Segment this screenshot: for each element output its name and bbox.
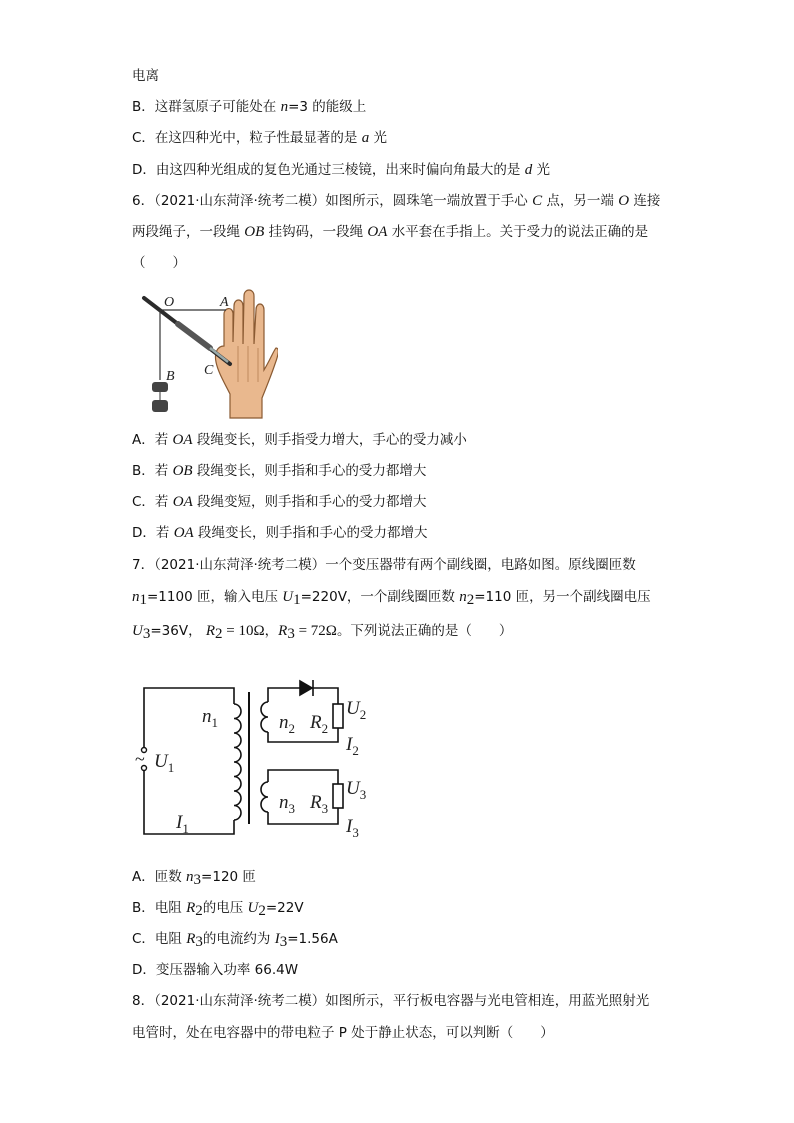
q6-option-d: D．若 OA 段绳变长，则手指和手心的受力都增大 [132, 525, 428, 541]
q6-stem-line1: 6．（2021·山东菏泽·统考二模）如图所示，圆珠笔一端放置于手心 C 点，另一端 O 连接 [132, 193, 661, 209]
primary-wire-top [144, 688, 234, 748]
label-i2: $I_2$ [346, 734, 359, 758]
q5-continuation: 电离 [132, 68, 159, 84]
q6-option-c: C．若 OA 段绳变短，则手指和手心的受力都增大 [132, 494, 427, 510]
fig-label-a: A [220, 295, 229, 310]
secondary2-wire-top [268, 770, 338, 784]
primary-wire-bottom [144, 768, 234, 834]
q8-stem-line1: 8．（2021·山东菏泽·统考二模）如图所示，平行板电容器与光电管相连，用蓝光照射光 [132, 993, 650, 1009]
ac-symbol: ~ [135, 749, 145, 769]
q7-stem-line3: $U_3=36V$， $R_2 = 10\Omega$，$R_3 = 72\Omega$。下列说法正确的是（ ） [132, 623, 513, 642]
q7-option-c: C．电阻 $R_3$的电流约为 $I_3=1.56A$ [132, 931, 338, 950]
q6-stem-line2: 两段绳子，一段绳 OB 挂钩码，一段绳 OA 水平套在手指上。关于受力的说法正确的是 [132, 224, 649, 240]
label-i3: $I_3$ [346, 816, 359, 840]
q5-option-b: B．这群氢原子可能处在 n=3 的能级上 [132, 99, 367, 115]
label-n2: $n_2$ [279, 712, 295, 736]
resistor-r3 [333, 784, 343, 808]
q6-pen-hand-figure [138, 286, 278, 420]
label-r3: $R_3$ [310, 792, 329, 816]
q5-option-c: C．在这四种光中，粒子性最显著的是 a 光 [132, 130, 388, 146]
q7-transformer-circuit [132, 672, 382, 842]
q6-option-b: B．若 OB 段绳变长，则手指和手心的受力都增大 [132, 463, 427, 479]
q6-option-a: A．若 OA 段绳变长，则手指受力增大，手心的受力减小 [132, 432, 467, 448]
label-i1: $I_1$ [176, 812, 189, 836]
label-u3: $U_3$ [346, 778, 367, 802]
label-u2: $U_2$ [346, 698, 367, 722]
q7-option-d: D．变压器输入功率 66.4W [132, 962, 299, 978]
diode [300, 681, 312, 695]
label-u1: $U_1$ [154, 751, 175, 775]
weight-lower [152, 400, 168, 412]
q6-answer-bracket: （ ） [132, 255, 186, 271]
q5-option-d: D．由这四种光组成的复色光通过三棱镜，出来时偏向角最大的是 d 光 [132, 162, 550, 178]
label-n3: $n_3$ [279, 792, 295, 816]
fig-label-b: B [166, 369, 175, 384]
q7-option-a: A．匝数 $n_3=120$ 匝 [132, 869, 256, 888]
q7-option-b: B．电阻 $R_2$的电压 $U_2=22V$ [132, 900, 304, 919]
q8-stem-line2: 电管时，处在电容器中的带电粒子 P 处于静止状态，可以判断（ ） [132, 1025, 554, 1041]
label-n1: $n_1$ [202, 706, 218, 730]
q7-stem-line1: 7．（2021·山东菏泽·统考二模）一个变压器带有两个副线圈，电路如图。原线圈匝数 [132, 557, 636, 573]
q7-stem-line2: $n_1=1100$ 匝，输入电压 $U_1=220V$，一个副线圈匝数 $n_2=110$ 匝，另一个副线圈电压 [132, 589, 651, 608]
secondary2-coil [261, 782, 268, 812]
label-r2: $R_2$ [310, 712, 329, 736]
fig-label-c: C [204, 363, 214, 378]
secondary1-coil [261, 702, 268, 732]
primary-coil [234, 704, 241, 820]
fig-label-o: O [164, 295, 175, 310]
resistor-r2 [333, 704, 343, 728]
